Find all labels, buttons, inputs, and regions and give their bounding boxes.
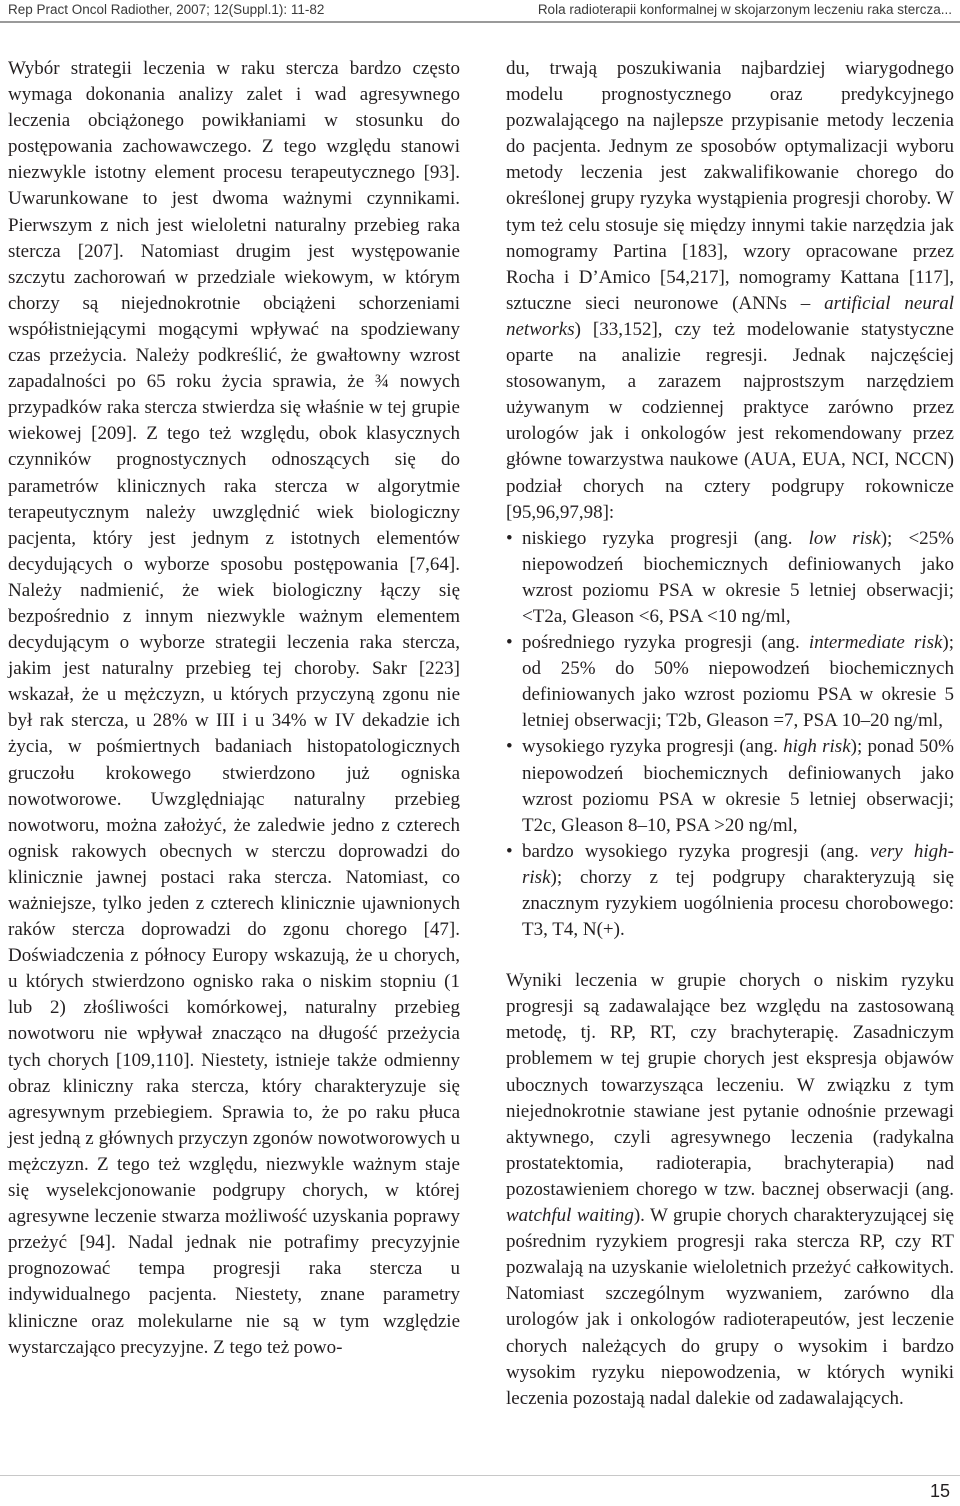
risk-group-list (506, 526, 954, 944)
body-paragraph: Wybór strategii leczenia w raku stercza bardzo często wymaga dokonania analizy zalet i wad agresywnego leczenia obciążonego powikłaniami w stosunku do postępowania zachowawczego. Z tego względu stanowi niezwykle istotny element procesu terapeutycznego [93]. Uwarunkowane to jest dwoma ważnymi czynnikami. Pierwszym z nich jest wieloletni naturalny przebieg raka stercza [207]. Natomiast drugim jest występowanie szczytu zachorowań w przedziale wiekowym, w którym chorzy są niejednokrotnie obciążeni schorzeniami współistniejącymi mogącymi wpływać na spodziewany czas przeżycia. Należy podkreślić, że gwałtowny wzrost zapadalności po 65 roku życia sprawia, że ¾ nowych przypadków raka stercza stwierdza się właśnie w tej grupie wiekowej [209]. Z tego też względu, obok klasycznych czynników prognostycznych odnoszących się do parametrów klinicznych raka stercza w algorytmie terapeutycznym należy uwzględnić wiek biologiczny pacjenta, który jest jednym z istotnych elementów decydujących o wyborze sposobu postępowania [7,64]. Należy nadmienić, że wiek biologiczny łączy się bezpośrednio z innym niezwykle ważnym elementem decydującym o wyborze strategii leczenia raka stercza, jakim jest naturalny przebieg tej choroby. Sakr [223] wskazał, że u mężczyzn, u których przyczyną zgonu nie był rak stercza, u 28% w III i u 34% w IV dekadzie ich życia, w pośmiertnych badaniach histopatologicznych gruczołu krokowego stwierdzono już ogniska nowotworowe. Uwzględniając naturalny przebieg nowotworu, można założyć, że zaledwie jedno z czterech ognisk rakowych obecnych w sterczu doprowadzi do klinicznie jawnej postaci raka stercza. Natomiast, co ważniejsze, tylko jeden z czterech klinicznie ujawnionych raków stercza doprowadzi do zgonu chorego [47]. Doświadczenia z północy Europy wskazują, że u chorych, u których stwierdzono ognisko raka o niskim stopniu (1 lub 2) złośliwości komórkowej, naturalny przebieg nowotworu nie wpływał znacząco na długość przeżycia tych chorych [109,110]. Niestety, istnieje także odmienny obraz kliniczny raka stercza, który charakteryzuje się agresywnym przebiegiem. Sprawia to, że po raku płuca jest jedną z głównych przyczyn zgonów nowotworowych u mężczyzn. Z tego też względu, niezwykle ważnym staje się wyselekcjonowanie podgrupy chorych, w której agresywne leczenie stwarza możliwość uzyskania poprawy przeżyć [94]. Nadal jednak nie potrafimy precyzyjnie prognozować tempa progresji raka stercza u indywidualnego pacjenta. Niestety, znane parametry kliniczne oraz molekularne nie są w tym względzie wystarczająco precyzyjne. Z tego też powo- (8, 58, 460, 1358)
journal-citation: Rep Pract Oncol Radiother, 2007; 12(Suppl.1): 11-82 (8, 2, 325, 17)
text-run: du, trwają poszukiwania najbardziej wiarygodnego modelu prognostycznego oraz predykcyjnego pozwalającego na najlepsze przypisanie metody leczenia do pacjenta. Jednym ze sposobów optymalizacji wyboru metody leczenia jest zakwalifikowanie chorego do określonej grupy ryzyka wystąpienia progresji choroby. W tym też celu stosuje się między innymi takie narzędzia jak nomogramy Partina [183], wzory opracowane przez Rocha i D’Amico [54,217], nomogramy Kattana [117], sztuczne sieci neuronowe (ANNs – (506, 58, 954, 314)
list-item (506, 839, 954, 943)
text-run: bardzo wysokiego ryzyka progresji (ang. (522, 840, 870, 862)
text-run: ); chorzy z tej podgrupy charakteryzują się znacznym ryzykiem uogólnienia procesu chorobowego: T3, T4, N(+). (522, 866, 954, 941)
article-short-title: Rola radioterapii konformalnej w skojarzonym leczeniu raka stercza... (537, 2, 952, 17)
text-run: ). W grupie chorych charakteryzującej się pośrednim ryzykiem progresji raka stercza RP, czy RT pozwalają na uzyskanie wieloletnich przeżyć całkowitych. Natomiast szczególnym wyzwaniem, zarówno dla urologów jak i onkologów radioterapeutów, jest leczenie chorych należących do grupy o wysokim i bardzo wysokim ryzyku niepowodzenia, w których wyniki leczenia pozostają nadal dalekie od zadawalających. (506, 1205, 954, 1409)
header-rule (0, 21, 960, 23)
bullet-icon: • (506, 840, 513, 862)
text-run: niskiego ryzyka progresji (ang. (522, 527, 809, 549)
text-run: ); od 25% do 50% niepowodzeń biochemicznych definiowanych jako wzrost poziomu PSA w okresie 5 letniej obserwacji; T2b, Gleason =7, PSA 10–20 ng/ml, (522, 632, 955, 732)
bullet-icon: • (506, 527, 513, 549)
right-column (506, 56, 954, 1412)
text-run: wysokiego ryzyka progresji (ang. (522, 736, 784, 758)
bullet-icon: • (506, 632, 513, 654)
running-header (0, 0, 960, 22)
text-run: Wyniki leczenia w grupie chorych o niskim ryzyku progresji są zadawalające bez względu na zastosowaną metodę, tj. RP, RT, czy brachyterapię. Zasadniczym problemem w tej grupie chorych jest ekspresja objawów ubocznych towarzysząca leczeniu. W związku z tym niejednokrotnie stawiane jest pytanie odnośnie przewagi aktywnego, czyli agresywnego leczenia (radykalna prostatektomia, radioterapia, brachyterapia) nad pozostawieniem chorego w tzw. bacznej obserwacji (ang. (506, 970, 954, 1200)
text-run: ); <25% niepowodzeń biochemicznych definiowanych jako wzrost poziomu PSA w okresie 5 letniej obserwacji; <T2a, Gleason <6, PSA <10 ng/ml, (522, 527, 954, 627)
italic-term: high risk (783, 736, 851, 758)
italic-term: low risk (808, 527, 881, 549)
italic-term: artificial neural networks (506, 292, 954, 340)
list-item (506, 526, 954, 630)
body-paragraph (506, 56, 954, 526)
italic-term: intermediate risk (808, 632, 943, 654)
body-paragraph (506, 968, 954, 1412)
page-number: 15 (929, 1481, 950, 1501)
italic-term: very high-risk (522, 840, 954, 888)
footer-rule (0, 1475, 960, 1476)
list-item (506, 734, 954, 838)
text-run: pośredniego ryzyka progresji (ang. (522, 632, 809, 654)
left-column (8, 56, 460, 1361)
list-item (506, 630, 954, 734)
text-run: ); ponad 50% niepowodzeń biochemicznych definiowanych jako wzrost poziomu PSA w okresie 5 letniej obserwacji; T2c, Gleason 8–10, PSA >20 ng/ml, (522, 736, 954, 836)
italic-term: watchful waiting (506, 1205, 634, 1227)
bullet-icon: • (506, 736, 513, 758)
text-run: ) [33,152], czy też modelowanie statystyczne oparte na analizie regresji. Jednak najczęściej stosowanym, a zarazem najprostszym narzędziem używanym w codziennej praktyce zarówno przez urologów jak i onkologów jest rekomendowany przez główne towarzystwa naukowe (AUA, EUA, NCI, NCCN) podział chorych na cztery podgrupy rokownicze [95,96,97,98]: (506, 318, 954, 523)
